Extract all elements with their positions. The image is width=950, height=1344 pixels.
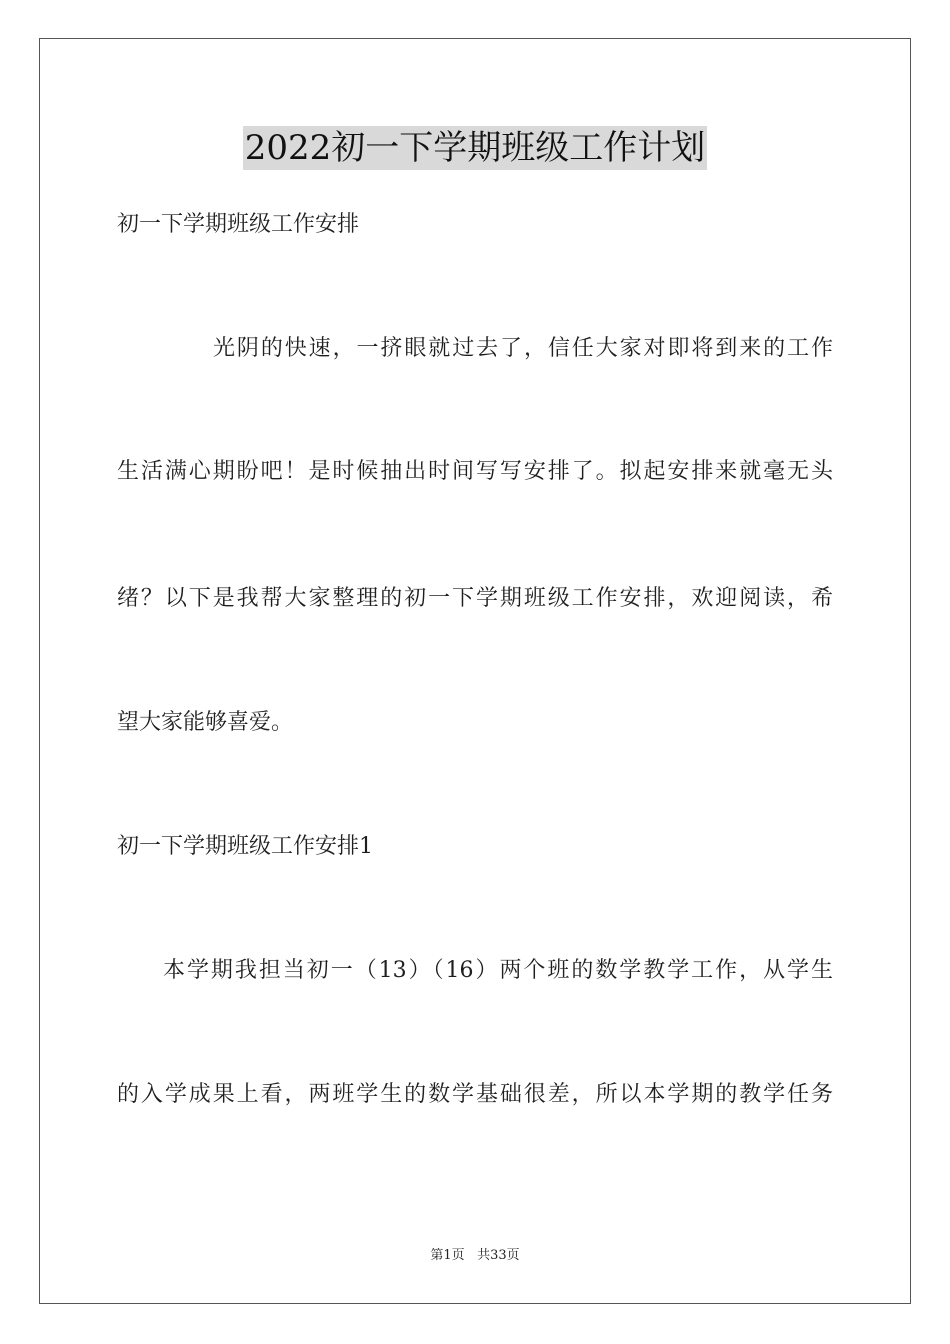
page-total: 共33页: [477, 1248, 520, 1263]
paragraph-line: 绪？以下是我帮大家整理的初一下学期班级工作安排，欢迎阅读，希: [117, 586, 833, 611]
paragraph-line: 望大家能够喜爱。: [117, 710, 294, 735]
title-container: [0, 126, 950, 170]
paragraph-line: 本学期我担当初一（13）（16）两个班的数学教学工作，从学生: [163, 958, 833, 983]
section-heading: 初一下学期班级工作安排1: [117, 834, 373, 859]
document-title: 2022初一下学期班级工作计划: [244, 128, 706, 168]
paragraph-line: 光阴的快速，一挤眼就过去了，信任大家对即将到来的工作: [213, 336, 833, 361]
paragraph-line: 的入学成果上看，两班学生的数学基础很差，所以本学期的教学任务: [117, 1082, 833, 1107]
paragraph-line: 生活满心期盼吧！是时候抽出时间写写安排了。拟起安排来就毫无头: [117, 459, 833, 484]
section-heading: 初一下学期班级工作安排: [117, 212, 360, 237]
page-footer: [0, 1247, 950, 1265]
page-number: 第1页: [430, 1248, 465, 1263]
